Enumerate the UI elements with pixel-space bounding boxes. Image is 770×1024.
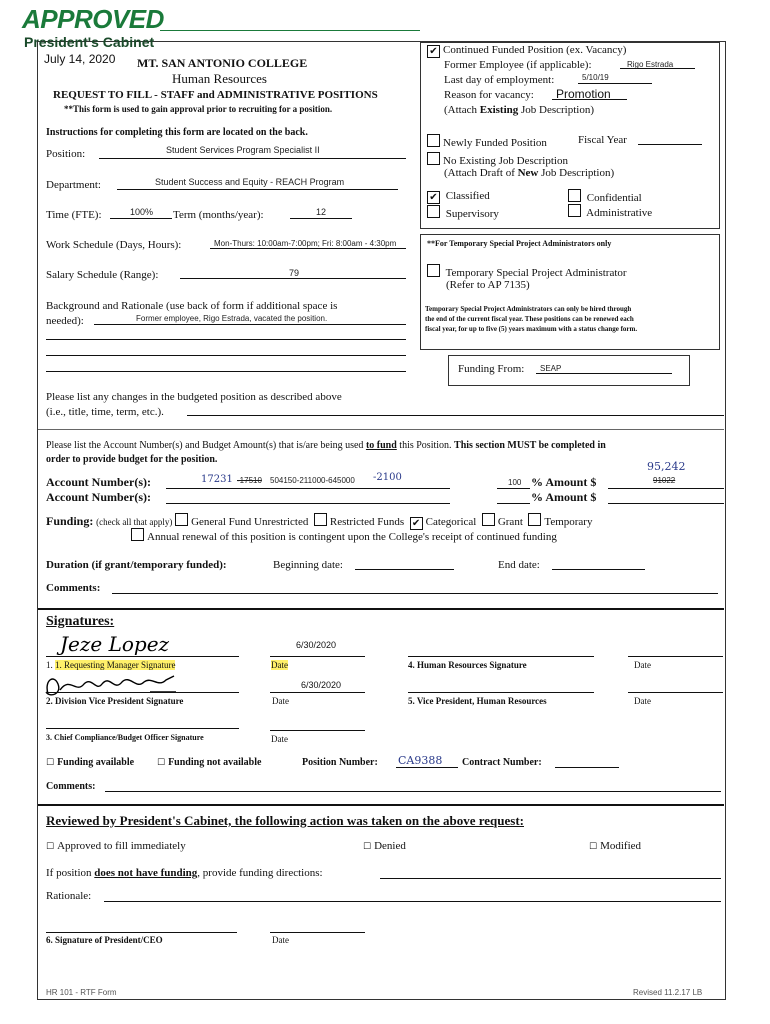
term-value[interactable]: 12 bbox=[316, 207, 327, 217]
former-value[interactable]: Rigo Estrada bbox=[627, 60, 674, 69]
attach-existing-post: Job Description) bbox=[518, 104, 595, 116]
stamp-underline bbox=[160, 30, 420, 31]
classified-label: Classified bbox=[445, 190, 490, 202]
sig2-date-label: Date bbox=[272, 696, 289, 706]
no-existing-row[interactable] bbox=[427, 152, 568, 167]
denied-checkbox[interactable]: ☐ bbox=[363, 842, 372, 852]
pct-line-1 bbox=[497, 488, 530, 489]
annual-renewal-row[interactable] bbox=[131, 528, 557, 543]
denied-row[interactable] bbox=[363, 840, 406, 852]
temp-note-2: the end of the current fiscal year. These positions can be renewed each bbox=[425, 315, 634, 323]
no-existing-label: No Existing Job Description bbox=[443, 155, 568, 167]
position-line bbox=[99, 158, 406, 159]
contract-number-line bbox=[555, 767, 619, 768]
funding-available-checkbox[interactable]: ☐ bbox=[46, 758, 55, 768]
sig4-date-line bbox=[628, 656, 723, 657]
attach-existing-bold: Existing bbox=[479, 104, 519, 116]
time-value[interactable]: 100% bbox=[130, 207, 154, 217]
signatures-heading: Signatures: bbox=[46, 614, 115, 629]
sig5-date-label: Date bbox=[634, 696, 651, 706]
salary-value[interactable]: 79 bbox=[289, 268, 300, 278]
restricted-label: Restricted Funds bbox=[329, 516, 405, 528]
temporary-label: Temporary bbox=[544, 516, 593, 528]
pct-line-2 bbox=[497, 503, 530, 504]
attach-new-bold: New bbox=[517, 167, 539, 179]
background-line-1 bbox=[94, 324, 406, 325]
salary-label: Salary Schedule (Range): bbox=[46, 269, 159, 281]
sig1-date-label: Date bbox=[271, 660, 288, 670]
sig3-label: 3. Chief Compliance/Budget Officer Signature bbox=[46, 733, 204, 742]
fiscal-year-label: Fiscal Year bbox=[578, 134, 627, 146]
department-value[interactable]: Student Success and Equity - REACH Program bbox=[155, 177, 345, 187]
account-intro-bold: This section MUST be completed in bbox=[454, 440, 606, 451]
funding-not-available-row[interactable] bbox=[157, 757, 261, 768]
salary-line bbox=[180, 278, 406, 279]
background-label-1: Background and Rationale (use back of form if additional space is bbox=[46, 300, 338, 312]
section-divider-2 bbox=[38, 608, 724, 610]
modified-checkbox[interactable]: ☐ bbox=[589, 842, 598, 852]
if-bold: does not have funding bbox=[94, 867, 198, 879]
classified-row[interactable] bbox=[427, 190, 490, 204]
attach-new-post: Job Description) bbox=[538, 167, 615, 179]
background-line-4 bbox=[46, 371, 406, 372]
sig2-line bbox=[46, 692, 239, 693]
position-value[interactable]: Student Services Program Specialist II bbox=[166, 145, 320, 155]
funding-from-value[interactable]: SEAP bbox=[540, 364, 562, 373]
temp-note-1: Temporary Special Project Administrators can only be hired through bbox=[425, 305, 632, 313]
bottom-comments-line bbox=[105, 791, 721, 792]
approved-stamp-title: APPROVED bbox=[22, 4, 164, 34]
restricted-checkbox[interactable] bbox=[314, 513, 327, 526]
temporary-checkbox[interactable] bbox=[528, 513, 541, 526]
sig6-date-label: Date bbox=[272, 935, 289, 945]
approved-row[interactable] bbox=[46, 840, 186, 852]
categorical-checkbox[interactable]: ✔ bbox=[410, 517, 423, 530]
position-number-line bbox=[396, 767, 458, 768]
newly-funded-checkbox[interactable] bbox=[427, 134, 440, 147]
approved-stamp-subtitle: President's Cabinet bbox=[24, 34, 155, 50]
sig6-line bbox=[46, 932, 237, 933]
approved-checkbox[interactable]: ☐ bbox=[46, 842, 55, 852]
annual-renewal-checkbox[interactable] bbox=[131, 528, 144, 541]
temp-admin-checkbox[interactable] bbox=[427, 264, 440, 277]
funding-check-all: (check all that apply) bbox=[96, 517, 173, 527]
sig6-date-line bbox=[270, 932, 365, 933]
rationale-line bbox=[104, 901, 721, 902]
account-label-1: Account Number(s): bbox=[46, 475, 151, 489]
amount-line-1 bbox=[608, 488, 724, 489]
temp-admin-row[interactable] bbox=[427, 264, 627, 279]
annual-renewal-label: Annual renewal of this position is contingent upon the College's receipt of continued funding bbox=[147, 531, 557, 543]
sig1-label-text: 1. Requesting Manager Signature bbox=[55, 660, 176, 670]
footer-right: Revised 11.2.17 LB bbox=[633, 988, 703, 997]
changes-label-2: (i.e., title, time, term, etc.). bbox=[46, 406, 164, 418]
temp-admin-label: Temporary Special Project Administrator bbox=[445, 267, 627, 279]
last-day-line bbox=[578, 83, 652, 84]
confidential-row[interactable] bbox=[568, 189, 642, 204]
background-value[interactable]: Former employee, Rigo Estrada, vacated the position. bbox=[136, 314, 328, 323]
administrative-label: Administrative bbox=[586, 207, 653, 219]
attach-existing bbox=[444, 104, 594, 116]
sig6-label: 6. Signature of President/CEO bbox=[46, 935, 163, 945]
administrative-row[interactable] bbox=[568, 204, 652, 219]
account-intro-1 bbox=[46, 440, 606, 451]
section-divider-1 bbox=[38, 429, 724, 430]
comments-label: Comments: bbox=[46, 582, 101, 594]
attach-new bbox=[444, 167, 614, 179]
general-fund-label: General Fund Unrestricted bbox=[191, 516, 309, 528]
background-label-2: needed): bbox=[46, 315, 84, 327]
funding-from-line bbox=[536, 373, 672, 374]
sig4-line bbox=[408, 656, 594, 657]
attach-new-pre: (Attach Draft of bbox=[444, 167, 518, 179]
account-intro-fund: to fund bbox=[365, 440, 397, 451]
amount-label-2: % Amount $ bbox=[531, 490, 597, 504]
account-label-2: Account Number(s): bbox=[46, 490, 151, 504]
end-date-label: End date: bbox=[498, 559, 540, 571]
sig1-line bbox=[46, 656, 239, 657]
contract-number-label: Contract Number: bbox=[462, 757, 542, 768]
term-label: Term (months/year): bbox=[173, 209, 264, 221]
confidential-label: Confidential bbox=[586, 192, 642, 204]
sig5-date-line bbox=[628, 692, 723, 693]
duration-label: Duration (if grant/temporary funded): bbox=[46, 559, 227, 571]
last-day-label: Last day of employment: bbox=[444, 74, 555, 86]
sig1-label: 1. 1. Requesting Manager Signature bbox=[46, 660, 176, 670]
schedule-label: Work Schedule (Days, Hours): bbox=[46, 239, 182, 251]
amount-line-2 bbox=[608, 503, 724, 504]
sig5-line bbox=[408, 692, 594, 693]
term-line bbox=[290, 218, 352, 219]
temp-header: **For Temporary Special Project Administrators only bbox=[427, 239, 612, 248]
account-intro-pre: Please list the Account Number(s) and Budget Amount(s) that is/are being used bbox=[46, 440, 366, 451]
reason-value[interactable]: Promotion bbox=[556, 87, 611, 101]
comments-line bbox=[112, 593, 718, 594]
instructions: Instructions for completing this form are located on the back. bbox=[46, 127, 308, 138]
end-date-line bbox=[552, 569, 645, 570]
position-number-label: Position Number: bbox=[302, 757, 378, 768]
sig3-date-label: Date bbox=[271, 734, 288, 744]
sig5-label: 5. Vice President, Human Resources bbox=[408, 696, 547, 706]
account-intro-mid: this Position. bbox=[396, 440, 455, 451]
account-number-value[interactable]: 504150-211000-645000 bbox=[270, 476, 355, 485]
funding-directions-label bbox=[46, 867, 323, 879]
footer-left: HR 101 - RTF Form bbox=[46, 988, 117, 997]
classified-checkbox[interactable]: ✔ bbox=[427, 191, 440, 204]
funding-not-available-checkbox[interactable]: ☐ bbox=[157, 758, 166, 768]
administrative-checkbox[interactable] bbox=[568, 204, 581, 217]
schedule-line bbox=[210, 248, 406, 249]
grant-label: Grant bbox=[497, 516, 523, 528]
supervisory-checkbox[interactable] bbox=[427, 205, 440, 218]
changes-line bbox=[187, 415, 724, 416]
fiscal-year-line bbox=[638, 144, 702, 145]
account-intro-2: order to provide budget for the position. bbox=[46, 454, 218, 465]
form-note: **This form is used to gain approval prior to recruiting for a position. bbox=[64, 104, 333, 114]
reason-label: Reason for vacancy: bbox=[444, 89, 534, 101]
schedule-value[interactable]: Mon-Thurs: 10:00am-7:00pm; Fri: 8:00am - 4:30pm bbox=[214, 239, 397, 248]
continued-funded-row[interactable] bbox=[427, 44, 626, 58]
attach-existing-pre: (Attach bbox=[444, 104, 480, 116]
amount-label-1: % Amount $ bbox=[531, 475, 597, 489]
last-day-value[interactable]: 5/10/19 bbox=[582, 73, 609, 82]
funding-not-available-label: Funding not available bbox=[168, 757, 262, 768]
modified-row[interactable] bbox=[589, 840, 641, 852]
funding-directions-line bbox=[380, 878, 721, 879]
beginning-date-line bbox=[355, 569, 454, 570]
approved-stamp-date: July 14, 2020 bbox=[44, 52, 116, 66]
form-title: REQUEST TO FILL - STAFF and ADMINISTRATIVE POSITIONS bbox=[53, 89, 378, 101]
reviewed-heading: Reviewed by President's Cabinet, the following action was taken on the above request: bbox=[46, 813, 524, 828]
sig4-date-label: Date bbox=[634, 660, 651, 670]
modified-label: Modified bbox=[600, 840, 642, 852]
funding-available-row[interactable] bbox=[46, 757, 134, 768]
funding-available-label: Funding available bbox=[57, 757, 135, 768]
funding-label: Funding: bbox=[46, 514, 94, 528]
approved-label: Approved to fill immediately bbox=[57, 840, 186, 852]
if-pre: If position bbox=[46, 867, 95, 879]
sig2-date-value[interactable]: 6/30/2020 bbox=[301, 680, 342, 690]
pct-value[interactable]: 100 bbox=[508, 478, 522, 487]
sig2-label: 2. Division Vice President Signature bbox=[46, 696, 184, 706]
beginning-date-label: Beginning date: bbox=[273, 559, 343, 571]
continued-label: Continued Funded Position (ex. Vacancy) bbox=[443, 44, 627, 56]
background-line-2 bbox=[46, 339, 406, 340]
funding-from-label: Funding From: bbox=[458, 363, 525, 375]
department-label: Department: bbox=[46, 179, 101, 191]
amount-struck: 91022 bbox=[653, 476, 676, 485]
background-line-3 bbox=[46, 355, 406, 356]
newly-funded-row[interactable] bbox=[427, 134, 547, 149]
no-existing-checkbox[interactable] bbox=[427, 152, 440, 165]
sig3-date-line bbox=[270, 730, 365, 731]
time-label: Time (FTE): bbox=[46, 209, 102, 221]
temp-ref: (Refer to AP 7135) bbox=[446, 279, 530, 291]
account-struck: -17510 bbox=[237, 476, 262, 485]
rationale-label: Rationale: bbox=[46, 890, 92, 902]
account-line-1 bbox=[166, 488, 450, 489]
denied-label: Denied bbox=[374, 840, 406, 852]
former-label: Former Employee (if applicable): bbox=[444, 59, 592, 71]
sig4-label: 4. Human Resources Signature bbox=[408, 660, 527, 670]
time-line bbox=[110, 218, 172, 219]
department-name: Human Resources bbox=[172, 71, 267, 86]
position-number-value[interactable]: CA9388 bbox=[398, 754, 443, 767]
categorical-label: Categorical bbox=[425, 516, 477, 528]
sig1-handwriting: Jeze Lopez bbox=[60, 632, 170, 656]
newly-funded-label: Newly Funded Position bbox=[443, 137, 547, 149]
continued-checkbox[interactable]: ✔ bbox=[427, 45, 440, 58]
confidential-checkbox[interactable] bbox=[568, 189, 581, 202]
account-line-2 bbox=[166, 503, 450, 504]
account-hand-prefix[interactable]: 17231 bbox=[201, 474, 233, 485]
supervisory-row[interactable] bbox=[427, 205, 499, 220]
general-fund-checkbox[interactable] bbox=[175, 513, 188, 526]
if-post: , provide funding directions: bbox=[197, 867, 323, 879]
college-name: MT. SAN ANTONIO COLLEGE bbox=[137, 56, 308, 70]
sig1-date-line bbox=[270, 656, 365, 657]
supervisory-label: Supervisory bbox=[445, 208, 499, 220]
department-line bbox=[117, 189, 398, 190]
amount-hand[interactable]: 95,242 bbox=[647, 460, 686, 473]
temp-note-3: fiscal year, for up to five (5) years maximum with a status change form. bbox=[425, 325, 638, 333]
sig1-date-value[interactable]: 6/30/2020 bbox=[296, 640, 337, 650]
sig3-line bbox=[46, 728, 239, 729]
account-hand-suffix[interactable]: -2100 bbox=[373, 472, 402, 483]
bottom-comments-label: Comments: bbox=[46, 781, 96, 792]
grant-checkbox[interactable] bbox=[482, 513, 495, 526]
position-label: Position: bbox=[46, 148, 86, 160]
section-divider-3 bbox=[38, 804, 724, 806]
sig2-date-line bbox=[270, 692, 365, 693]
changes-label-1: Please list any changes in the budgeted position as described above bbox=[46, 391, 342, 403]
